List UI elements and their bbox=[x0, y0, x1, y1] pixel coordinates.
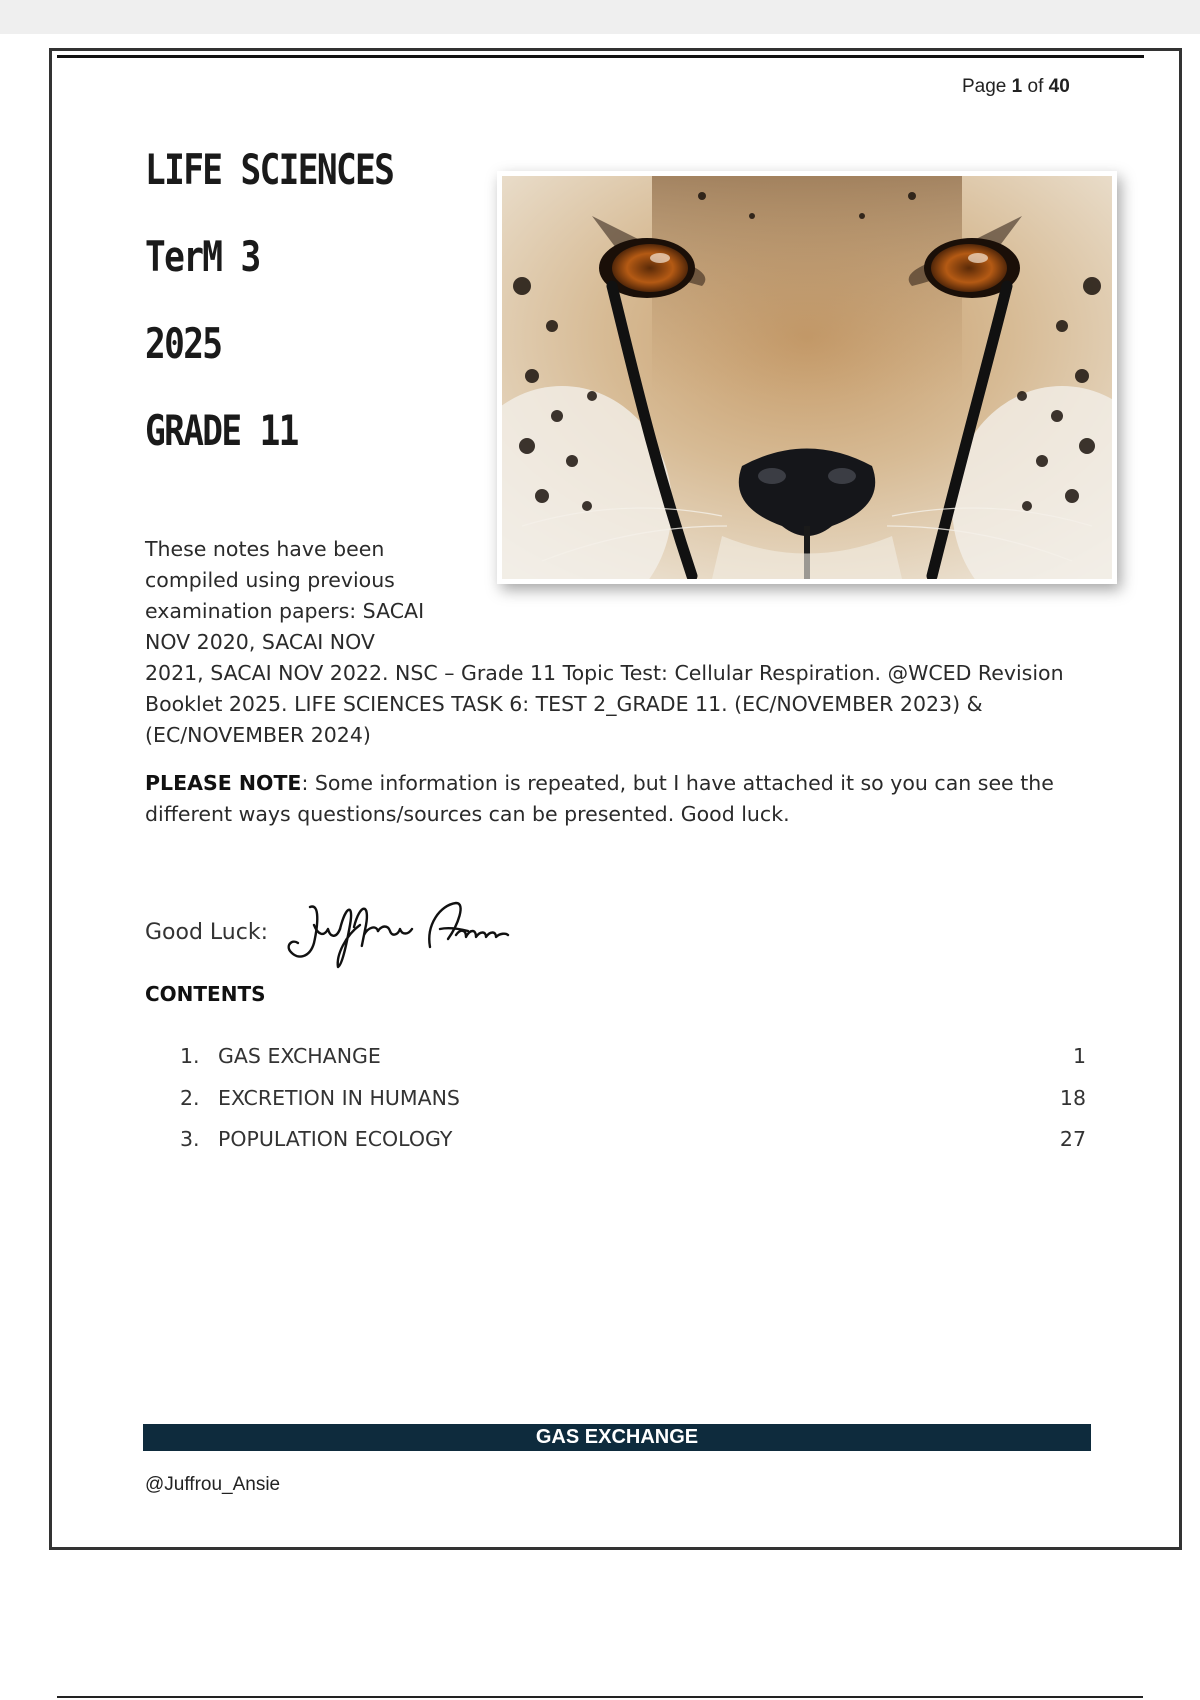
toc-page-number: 1 bbox=[1072, 1044, 1086, 1068]
viewer-top-strip bbox=[0, 0, 1200, 34]
toc-entry-excretion[interactable] bbox=[180, 1086, 1086, 1116]
cheetah-photo bbox=[497, 171, 1117, 584]
toc-label: GAS EXCHANGE bbox=[218, 1044, 381, 1068]
toc-page-number: 18 bbox=[1059, 1086, 1086, 1110]
note-label: PLEASE NOTE bbox=[145, 771, 302, 795]
intro-line: Booklet 2025. LIFE SCIENCES TASK 6: TEST 2_GRADE 11. (EC/NOVEMBER 2023) & bbox=[145, 692, 983, 716]
intro-line: (EC/NOVEMBER 2024) bbox=[145, 723, 371, 747]
header-rule bbox=[57, 55, 1144, 58]
toc-number: 1. bbox=[180, 1044, 200, 1068]
title-term: TerM 3 bbox=[145, 232, 260, 281]
page-prefix: Page bbox=[962, 76, 1012, 97]
intro-text-narrow bbox=[145, 534, 455, 658]
page-current: 1 bbox=[1011, 76, 1023, 97]
intro-line: NOV 2020, SACAI NOV bbox=[145, 630, 375, 654]
toc-entry-population-ecology[interactable] bbox=[180, 1127, 1086, 1157]
toc-number: 3. bbox=[180, 1127, 200, 1151]
intro-line: These notes have been bbox=[145, 537, 385, 561]
toc-number: 2. bbox=[180, 1086, 200, 1110]
title-year: 2025 bbox=[145, 319, 222, 368]
intro-text-wide bbox=[145, 658, 1105, 751]
page-of: of bbox=[1022, 76, 1049, 97]
note-line-2: different ways questions/sources can be presented. Good luck. bbox=[145, 802, 790, 826]
page-indicator bbox=[962, 76, 1070, 98]
good-luck-label: Good Luck: bbox=[145, 920, 268, 945]
intro-line: compiled using previous bbox=[145, 568, 395, 592]
title-subject: LIFE SCIENCES bbox=[145, 145, 394, 194]
handwritten-signature bbox=[280, 895, 510, 970]
note-text: : Some information is repeated, but I have attached it so you can see the bbox=[301, 771, 1054, 795]
footer-section-bar: GAS EXCHANGE bbox=[143, 1424, 1091, 1451]
cheetah-face-image bbox=[502, 176, 1112, 579]
toc-entry-gas-exchange[interactable] bbox=[180, 1044, 1086, 1074]
document-title bbox=[145, 145, 448, 496]
intro-line: 2021, SACAI NOV 2022. NSC – Grade 11 Topic Test: Cellular Respiration. @WCED Revision bbox=[145, 661, 1064, 685]
toc-label: EXCRETION IN HUMANS bbox=[218, 1086, 460, 1110]
footer-author-handle: @Juffrou_Ansie bbox=[145, 1474, 281, 1495]
title-grade: GRADE 11 bbox=[145, 406, 298, 455]
toc-label: POPULATION ECOLOGY bbox=[218, 1127, 453, 1151]
page-total: 40 bbox=[1048, 76, 1070, 97]
next-page-rule bbox=[57, 1696, 1143, 1698]
intro-line: examination papers: SACAI bbox=[145, 599, 425, 623]
toc-page-number: 27 bbox=[1059, 1127, 1086, 1151]
note-line-1 bbox=[145, 768, 1105, 799]
contents-heading: CONTENTS bbox=[145, 982, 266, 1006]
please-note-paragraph bbox=[145, 768, 1105, 830]
